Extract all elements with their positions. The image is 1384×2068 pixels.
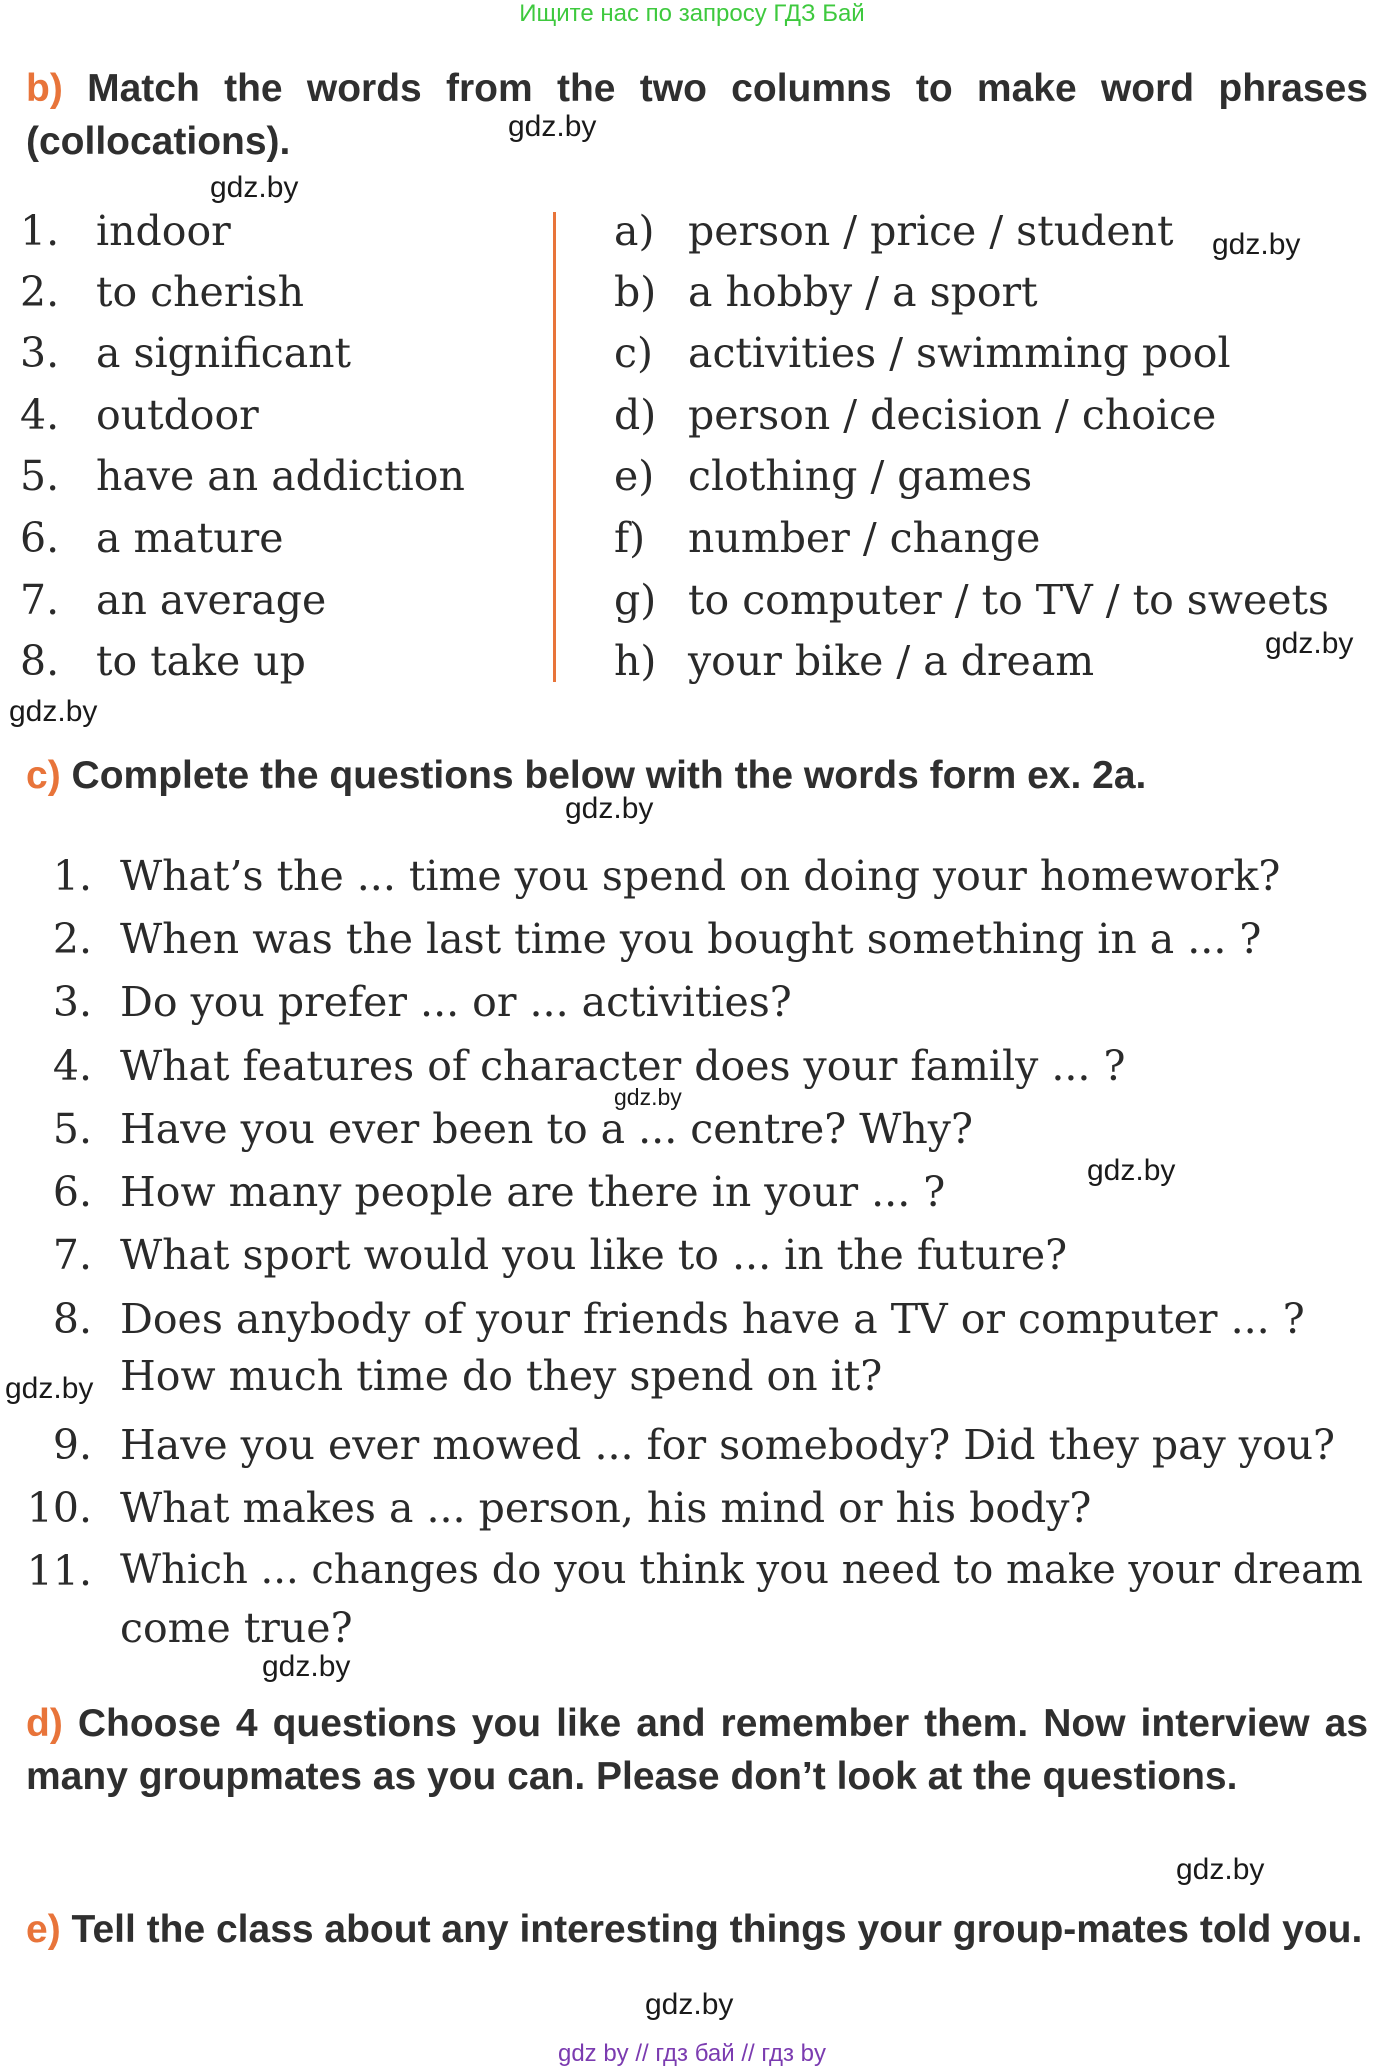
item-number: 3. — [20, 329, 60, 377]
item-text: a hobby / a sport — [688, 268, 1038, 316]
item-number: 8. — [20, 637, 60, 685]
watermark: gdz.by — [210, 171, 299, 204]
question-number: 7. — [52, 1231, 92, 1279]
watermark: gdz.by — [614, 1084, 682, 1110]
watermark: gdz.by — [1087, 1154, 1176, 1187]
item-number: 4. — [20, 391, 60, 439]
question-number: 10. — [26, 1484, 92, 1532]
question-number: 1. — [52, 852, 92, 900]
question-text: Have you ever been to a ... centre? Why? — [120, 1105, 973, 1153]
item-text: outdoor — [96, 391, 259, 439]
watermark: gdz.by — [1212, 228, 1301, 261]
item-number: 6. — [20, 514, 60, 562]
item-letter: h) — [614, 637, 657, 685]
item-letter: b) — [614, 268, 657, 316]
watermark: gdz.by — [5, 1372, 94, 1405]
section-b-instruction — [26, 62, 1368, 168]
column-divider — [553, 212, 556, 682]
question-text: What’s the ... time you spend on doing your homework? — [120, 852, 1281, 900]
watermark: gdz.by — [262, 1650, 351, 1683]
question-number: 5. — [52, 1105, 92, 1153]
section-b-letter: b) — [26, 67, 63, 110]
item-text: activities / swimming pool — [688, 329, 1231, 377]
watermark: gdz.by — [9, 695, 98, 728]
question-number: 3. — [52, 978, 92, 1026]
section-e-instruction — [26, 1903, 1368, 1956]
item-text: a significant — [96, 329, 352, 377]
question-text: Does anybody of your friends have a TV or computer ... ? — [120, 1295, 1305, 1343]
item-letter: d) — [614, 391, 657, 439]
section-d-instruction — [26, 1697, 1368, 1803]
item-number: 1. — [20, 207, 60, 255]
question-number: 4. — [52, 1042, 92, 1090]
item-number: 2. — [20, 268, 60, 316]
question-number: 6. — [52, 1168, 92, 1216]
section-c-text: Complete the questions below with the words form ex. 2a. — [71, 754, 1147, 797]
item-text: person / price / student — [688, 207, 1174, 255]
item-text: clothing / games — [688, 452, 1033, 500]
item-text: person / decision / choice — [688, 391, 1217, 439]
footer-links[interactable]: gdz by // гдз бай // гдз by — [557, 2040, 827, 2067]
section-c-instruction — [26, 749, 1368, 802]
question-text-continued: come true? — [120, 1604, 353, 1652]
item-text: to computer / to TV / to sweets — [688, 576, 1329, 624]
question-number: 8. — [52, 1295, 92, 1343]
section-e-letter: e) — [26, 1908, 61, 1951]
section-d-letter: d) — [26, 1702, 63, 1745]
item-text: number / change — [688, 514, 1041, 562]
question-text-continued: How much time do they spend on it? — [120, 1352, 883, 1400]
section-e-text: Tell the class about any interesting things your group-mates told you. — [71, 1908, 1363, 1951]
item-letter: f) — [614, 514, 646, 562]
section-d-text: Choose 4 questions you like and remember them. Now interview as many groupmates as you can. Please don’t look at the questions. — [26, 1702, 1369, 1798]
question-text: When was the last time you bought something in a ... ? — [120, 915, 1262, 963]
question-text: Do you prefer ... or ... activities? — [120, 978, 792, 1026]
watermark: gdz.by — [1176, 1853, 1265, 1886]
question-text: What sport would you like to ... in the future? — [120, 1231, 1068, 1279]
watermark: gdz.by — [565, 792, 654, 825]
item-text: indoor — [96, 207, 231, 255]
question-number: 2. — [52, 915, 92, 963]
item-letter: a) — [614, 207, 655, 255]
item-text: have an addiction — [96, 452, 465, 500]
item-letter: g) — [614, 576, 657, 624]
question-number: 11. — [26, 1547, 92, 1595]
watermark: gdz.by — [645, 1988, 734, 2021]
watermark: gdz.by — [508, 110, 597, 143]
question-text: Have you ever mowed ... for somebody? Did they pay you? — [120, 1421, 1336, 1469]
item-text: to take up — [96, 637, 306, 685]
item-letter: c) — [614, 329, 653, 377]
question-text: How many people are there in your ... ? — [120, 1168, 946, 1216]
question-text: What features of character does your family ... ? — [120, 1042, 1126, 1090]
watermark: gdz.by — [1265, 627, 1354, 660]
item-text: to cherish — [96, 268, 304, 316]
item-text: a mature — [96, 514, 284, 562]
section-c-letter: c) — [26, 754, 61, 797]
item-number: 5. — [20, 452, 60, 500]
item-text: an average — [96, 576, 327, 624]
question-number: 9. — [52, 1421, 92, 1469]
question-text: Which ... changes do you think you need to make your dream — [120, 1547, 1363, 1593]
item-number: 7. — [20, 576, 60, 624]
item-text: your bike / a dream — [688, 637, 1095, 685]
question-text: What makes a ... person, his mind or his body? — [120, 1484, 1092, 1532]
top-banner[interactable]: Ищите нас по запросу ГДЗ Бай — [519, 0, 865, 27]
item-letter: e) — [614, 452, 655, 500]
section-b-text: Match the words from the two columns to make word phrases (collocations). — [26, 67, 1368, 163]
